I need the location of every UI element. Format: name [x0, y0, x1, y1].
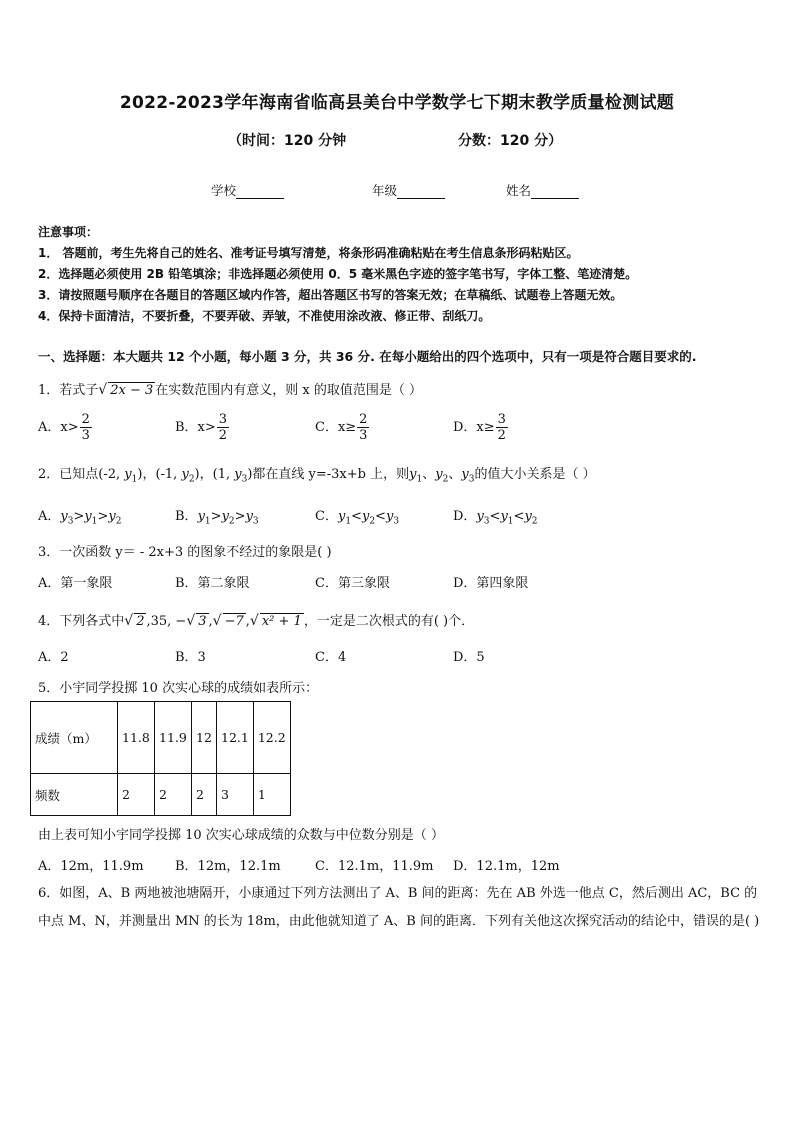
q1-option-b-fraction — [217, 412, 229, 443]
sub-2: 2 — [442, 474, 449, 485]
sep: 、 — [422, 467, 436, 482]
q3-option-a[interactable]: A．第一象限 — [38, 576, 113, 591]
denominator: 3 — [359, 428, 368, 443]
q4-option-a[interactable]: A．2 — [38, 650, 69, 665]
notice-item-4: 4．保持卡面清洁，不要折叠，不要弄破、弄皱，不准使用涂改液、修正带、刮纸刀。 — [38, 309, 491, 323]
q5-question: 由上表可知小宇同学投掷 10 次实心球成绩的众数与中位数分别是（ ） — [38, 828, 444, 843]
q3-option-d[interactable]: D．第四象限 — [453, 576, 529, 591]
q2-text-c: )，(1, — [194, 467, 235, 482]
notice-item-1: 1． 答题前，考生先将自己的姓名、准考证号填写清楚，将条形码准确粘贴在考生信息条形码粘贴区。 — [38, 246, 579, 260]
table-row-label: 频数 — [31, 774, 118, 816]
table-cell: 2 — [192, 774, 217, 816]
notice-item-2: 2．选择题必须使用 2B 铅笔填涂；非选择题必须使用 0．5 毫米黑色字迹的签字笔书写，字体工整、笔迹清楚。 — [38, 267, 638, 281]
q4-option-c[interactable]: C．4 — [315, 650, 347, 665]
var-y: y — [476, 509, 484, 524]
q4-radicand-3: −7 — [224, 614, 244, 629]
lt: < — [375, 509, 386, 524]
var-y: y — [524, 509, 532, 524]
sub-3: 3 — [241, 474, 248, 485]
q1-radicand: 2x − 3 — [110, 383, 154, 398]
sub-2: 2 — [115, 516, 122, 527]
var-y: y — [461, 467, 469, 482]
var-y: y — [361, 509, 370, 524]
question-1 — [38, 379, 422, 398]
q1-option-a[interactable] — [38, 412, 92, 443]
var-y: y — [500, 509, 508, 524]
sqrt-icon: √ — [212, 613, 222, 629]
denominator: 2 — [218, 428, 228, 443]
q4-sep-3: , — [245, 614, 250, 629]
sub-1: 1 — [416, 474, 423, 485]
table-cell: 3 — [217, 774, 254, 816]
question-5: 5．小宇同学投掷 10 次实心球的成绩如表所示： — [38, 681, 319, 696]
sub-3: 3 — [67, 516, 74, 527]
question-2 — [38, 463, 596, 485]
q3-option-b[interactable]: B．第二象限 — [175, 576, 250, 591]
table-cell: 11.8 — [118, 702, 155, 774]
table-cell: 2 — [155, 774, 192, 816]
q4-radicand-1: 2 — [136, 614, 145, 629]
numerator: 2 — [81, 412, 90, 427]
var-y: y — [197, 509, 205, 524]
notice-heading: 注意事项： — [38, 225, 99, 239]
q2-option-a[interactable] — [38, 505, 121, 527]
q2-text-e: 的值大小关系是（ ） — [474, 467, 596, 482]
page-title: 2022-2023学年海南省临高县美台中学数学七下期末教学质量检测试题 — [119, 93, 675, 113]
q2-option-d[interactable] — [453, 505, 538, 527]
q5-option-a[interactable]: A．12m，11.9m — [38, 859, 144, 874]
question-4 — [38, 610, 474, 629]
name-field[interactable] — [506, 181, 579, 199]
gt: > — [234, 509, 246, 524]
notice-item-3: 3．请按照题号顺序在各题目的答题区域内作答，超出答题区书写的答案无效；在草稿纸、试题卷上答题无效。 — [38, 288, 623, 302]
q4-option-b[interactable]: B．3 — [175, 650, 206, 665]
q1-option-c-fraction — [357, 412, 369, 443]
table-cell: 2 — [118, 774, 155, 816]
gt: > — [210, 509, 222, 524]
q4-sep-2: , — [208, 614, 213, 629]
sub-1: 1 — [507, 516, 514, 527]
var-y: y — [245, 509, 253, 524]
q1-option-b[interactable] — [175, 412, 229, 443]
q1-option-a-label: A．x> — [38, 420, 79, 435]
var-y: y — [234, 467, 242, 482]
sqrt-icon: √ — [249, 613, 259, 629]
sub-1: 1 — [131, 474, 138, 485]
var-y: y — [84, 509, 92, 524]
q2-option-b[interactable] — [175, 505, 259, 527]
sub-1: 1 — [91, 516, 98, 527]
table-cell: 12.2 — [253, 702, 290, 774]
option-label: C． — [315, 509, 338, 524]
q4-sep-1: ,35, − — [146, 614, 187, 629]
notice-block — [38, 222, 637, 327]
gt: > — [97, 509, 109, 524]
var-y: y — [124, 467, 132, 482]
question-6: 6．如图，A、B 两地被池塘隔开，小康通过下列方法测出了 A、B 间的距离：先在 AB 外选一他点 C，然后测出 AC，BC 的中点 M、N，并测量出 MN 的长为 18m，由此他就知道了 A、B 间的距离．下列有关他这次探究活动的结论中，错误的是( ) — [38, 886, 760, 929]
table-cell: 1 — [253, 774, 290, 816]
q1-option-d[interactable] — [453, 412, 508, 443]
sub-3: 3 — [468, 474, 475, 485]
table-cell: 11.9 — [155, 702, 192, 774]
var-y: y — [337, 509, 346, 524]
lt: < — [489, 509, 501, 524]
option-label: D． — [453, 509, 477, 524]
q1-option-b-label: B．x> — [175, 420, 216, 435]
sub-2: 2 — [228, 516, 235, 527]
q5-option-c[interactable]: C．12.1m，11.9m — [315, 859, 434, 874]
table-row-label: 成绩（m） — [31, 702, 118, 774]
q1-option-d-label: D．x≥ — [453, 420, 495, 435]
sub-1: 1 — [204, 516, 211, 527]
q4-radicand-2: 3 — [198, 614, 207, 629]
q1-option-a-fraction — [80, 412, 92, 443]
q5-option-b[interactable]: B．12m，12.1m — [175, 859, 281, 874]
q3-option-c[interactable]: C．第三象限 — [315, 576, 390, 591]
name-label: 姓名 — [506, 183, 532, 198]
grade-label: 年级 — [372, 183, 398, 198]
lt: < — [351, 509, 362, 524]
denominator: 3 — [81, 428, 90, 443]
gt: > — [73, 509, 85, 524]
grade-blank[interactable] — [397, 185, 445, 199]
denominator: 2 — [497, 428, 506, 443]
q2-text-b: )，(-1, — [137, 467, 182, 482]
question-3: 3．一次函数 y＝ - 2x+3 的图象不经过的象限是( ) — [38, 545, 332, 560]
sub-3: 3 — [483, 516, 490, 527]
sub-2: 2 — [369, 516, 376, 527]
var-y: y — [60, 509, 68, 524]
sqrt-icon: √ — [124, 613, 134, 629]
q5-option-d[interactable]: D．12.1m，12m — [453, 859, 560, 874]
school-field[interactable] — [211, 181, 284, 199]
numerator: 3 — [218, 412, 228, 427]
grade-field[interactable] — [372, 181, 445, 199]
var-y: y — [435, 467, 443, 482]
name-blank[interactable] — [531, 185, 579, 199]
sub-3: 3 — [393, 516, 400, 527]
option-label: A． — [38, 509, 61, 524]
school-blank[interactable] — [236, 185, 284, 199]
sub-3: 3 — [252, 516, 259, 527]
q1-option-c[interactable] — [315, 412, 369, 443]
q1-prefix: 1．若式子 — [38, 383, 99, 398]
numerator: 3 — [497, 412, 506, 427]
table-row — [31, 774, 291, 816]
option-label: B． — [175, 509, 198, 524]
lt: < — [513, 509, 525, 524]
q2-text-a: 2．已知点(-2, — [38, 467, 125, 482]
q1-option-c-label: C．x≥ — [315, 420, 357, 435]
var-y: y — [385, 509, 394, 524]
section-heading: 一、选择题：本大题共 12 个小题，每小题 3 分，共 36 分. 在每小题给出的四个选项中，只有一项是符合题目要求的. — [38, 349, 697, 364]
q4-suffix: ，一定是二次根式的有( )个． — [303, 614, 475, 629]
sqrt-icon: √ — [186, 613, 196, 629]
q4-prefix: 4．下列各式中 — [38, 614, 125, 629]
var-y: y — [181, 467, 189, 482]
sub-2: 2 — [188, 474, 195, 485]
q4-option-d[interactable]: D．5 — [453, 650, 485, 665]
q4-radicand-4: x² + 1 — [261, 614, 302, 629]
score-table — [30, 701, 291, 816]
q1-option-d-fraction — [496, 412, 508, 443]
score-label: 分数：120 分） — [458, 133, 563, 149]
table-cell: 12 — [192, 702, 217, 774]
sqrt-icon: √ — [98, 382, 108, 398]
var-y: y — [108, 509, 116, 524]
time-label: （时间：120 分钟 — [228, 133, 347, 149]
table-cell: 12.1 — [217, 702, 254, 774]
q2-option-c[interactable] — [315, 505, 399, 527]
var-y: y — [221, 509, 229, 524]
sub-1: 1 — [345, 516, 352, 527]
school-label: 学校 — [211, 183, 237, 198]
var-y: y — [409, 467, 417, 482]
q2-text-d: )都在直线 y=-3x+b 上，则 — [247, 467, 410, 482]
q1-suffix: 在实数范围内有意义，则 x 的取值范围是（ ） — [155, 383, 422, 398]
numerator: 2 — [359, 412, 368, 427]
table-row — [31, 702, 291, 774]
sub-2: 2 — [531, 516, 538, 527]
sep: 、 — [448, 467, 462, 482]
